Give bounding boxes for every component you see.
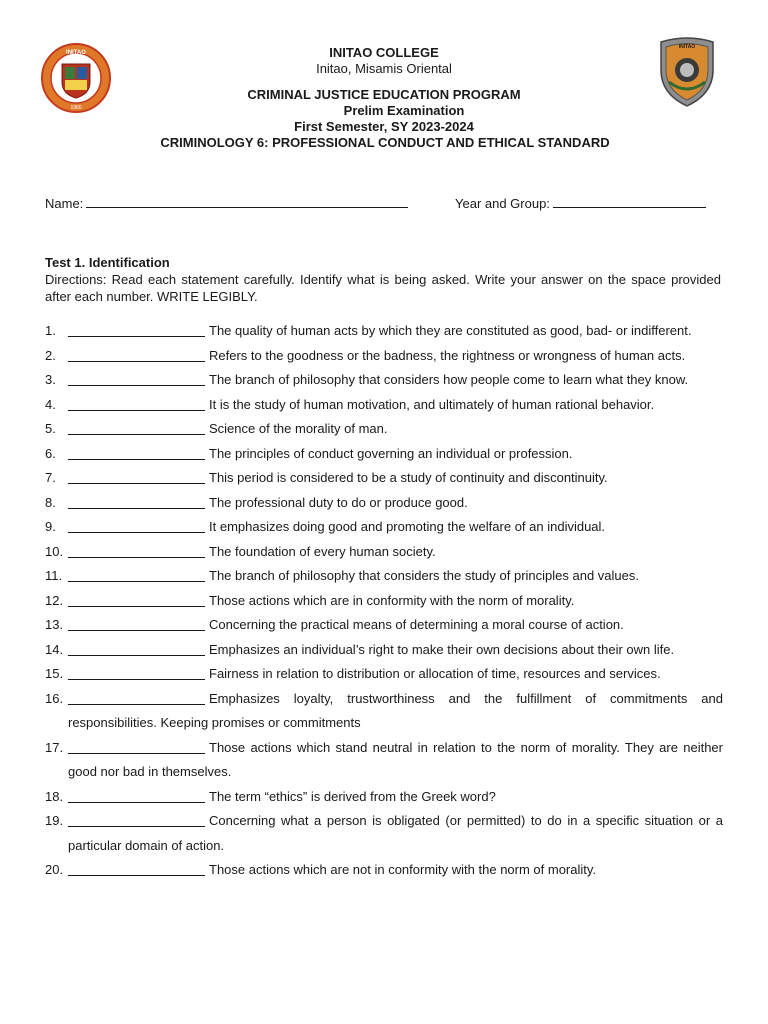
svg-text:INITAO: INITAO <box>678 44 696 50</box>
question-list <box>45 319 723 883</box>
course-title: CRIMINOLOGY 6: PROFESSIONAL CONDUCT AND ETHICAL STANDARD <box>160 135 610 150</box>
question-number: 6. <box>45 445 56 461</box>
answer-blank[interactable] <box>68 615 205 631</box>
question-number: 5. <box>45 421 56 436</box>
semester-info: First Semester, SY 2023-2024 <box>294 119 474 134</box>
answer-blank[interactable] <box>68 419 205 435</box>
question-item <box>45 540 723 565</box>
question-item <box>45 368 723 393</box>
exam-header <box>0 45 768 151</box>
question-item <box>45 319 723 344</box>
question-number: 18. <box>45 788 64 804</box>
question-number: 3. <box>45 372 56 387</box>
question-item <box>45 564 723 589</box>
question-text: The principles of conduct governing an individual or profession. <box>209 445 573 461</box>
question-item <box>45 613 723 638</box>
answer-blank[interactable] <box>68 468 205 484</box>
question-text: It is the study of human motivation, and ultimately of human rational behavior. <box>209 396 655 412</box>
question-item <box>45 589 723 614</box>
answer-blank[interactable] <box>68 321 205 337</box>
question-item <box>45 809 723 858</box>
answer-blank[interactable] <box>68 689 205 705</box>
answer-blank[interactable] <box>68 493 205 509</box>
year-group-label: Year and Group: <box>455 196 550 211</box>
answer-blank[interactable] <box>68 346 205 362</box>
exam-type: Prelim Examination <box>343 103 465 118</box>
question-item <box>45 858 723 883</box>
answer-blank[interactable] <box>68 664 205 680</box>
answer-blank[interactable] <box>68 811 205 827</box>
answer-blank[interactable] <box>68 517 205 533</box>
question-text: Emphasizes an individual’s right to make their own decisions about their own life. <box>209 641 675 657</box>
test-directions: Directions: Read each statement carefully. Identify what is being asked. Write your answer on the space provided after each number. WRITE LEGIBLY. <box>45 272 721 304</box>
institution-location: Initao, Misamis Oriental <box>316 61 452 76</box>
question-text: Science of the morality of man. <box>209 421 388 436</box>
question-number: 9. <box>45 519 56 534</box>
year-group-blank[interactable] <box>553 195 706 208</box>
question-text: The term “ethics” is derived from the Greek word? <box>209 788 496 804</box>
answer-blank[interactable] <box>68 370 205 386</box>
question-number: 14. <box>45 641 64 657</box>
answer-blank[interactable] <box>68 444 205 460</box>
question-text: Fairness in relation to distribution or allocation of time, resources and services. <box>209 666 661 681</box>
question-text: Those actions which stand neutral in relation to the norm of morality. They are neither good nor bad in themselves. <box>68 739 723 779</box>
answer-blank[interactable] <box>68 591 205 607</box>
question-item <box>45 442 723 467</box>
question-text: The quality of human acts by which they are constituted as good, bad- or indifferent. <box>209 323 692 338</box>
question-text: Those actions which are not in conformity with the norm of morality. <box>209 862 597 877</box>
question-item <box>45 515 723 540</box>
question-number: 11. <box>45 568 63 583</box>
svg-text:INITAO: INITAO <box>66 50 86 56</box>
question-number: 19. <box>45 813 64 828</box>
question-number: 2. <box>45 347 56 363</box>
question-text: Emphasizes loyalty, trustworthiness and the fulfillment of commitments and responsibilities. Keeping promises or commitments <box>68 690 723 730</box>
question-text: The professional duty to do or produce good. <box>209 494 468 510</box>
question-number: 1. <box>45 323 56 338</box>
program-name: CRIMINAL JUSTICE EDUCATION PROGRAM <box>247 87 521 102</box>
name-blank[interactable] <box>86 195 408 208</box>
question-number: 4. <box>45 396 56 412</box>
question-text: Concerning what a person is obligated (or permitted) to do in a specific situation or a particular domain of action. <box>68 813 723 853</box>
answer-blank[interactable] <box>68 542 205 558</box>
question-text: The foundation of every human society. <box>209 543 436 559</box>
question-item <box>45 491 723 516</box>
name-field[interactable] <box>45 195 408 211</box>
question-number: 13. <box>45 617 64 632</box>
question-number: 17. <box>45 739 64 755</box>
question-item <box>45 393 723 418</box>
question-number: 10. <box>45 543 64 559</box>
answer-blank[interactable] <box>68 640 205 656</box>
question-number: 20. <box>45 862 64 877</box>
question-item <box>45 736 723 785</box>
question-item <box>45 785 723 810</box>
answer-blank[interactable] <box>68 787 205 803</box>
svg-text:1960: 1960 <box>70 105 82 111</box>
student-info-fields <box>45 195 725 213</box>
question-text: It emphasizes doing good and promoting the welfare of an individual. <box>209 519 606 534</box>
question-item <box>45 662 723 687</box>
question-text: Concerning the practical means of determining a moral course of action. <box>209 617 624 632</box>
institution-name: INITAO COLLEGE <box>329 45 439 60</box>
question-number: 7. <box>45 470 56 485</box>
question-item <box>45 344 723 369</box>
question-item <box>45 687 723 736</box>
name-label: Name: <box>45 196 84 211</box>
year-group-field[interactable] <box>455 195 706 211</box>
question-item <box>45 466 723 491</box>
question-text: The branch of philosophy that considers how people come to learn what they know. <box>209 372 689 387</box>
question-number: 8. <box>45 494 56 510</box>
answer-blank[interactable] <box>68 395 205 411</box>
answer-blank[interactable] <box>68 738 205 754</box>
question-number: 12. <box>45 592 64 608</box>
question-text: Refers to the goodness or the badness, the rightness or wrongness of human acts. <box>209 347 686 363</box>
answer-blank[interactable] <box>68 860 205 876</box>
question-text: This period is considered to be a study of continuity and discontinuity. <box>209 470 608 485</box>
question-number: 15. <box>45 666 64 681</box>
answer-blank[interactable] <box>68 566 205 582</box>
question-item <box>45 417 723 442</box>
question-text: Those actions which are in conformity with the norm of morality. <box>209 592 575 608</box>
question-text: The branch of philosophy that considers the study of principles and values. <box>209 568 639 583</box>
question-item <box>45 638 723 663</box>
question-number: 16. <box>45 690 64 706</box>
test-title: Test 1. Identification <box>45 255 170 270</box>
